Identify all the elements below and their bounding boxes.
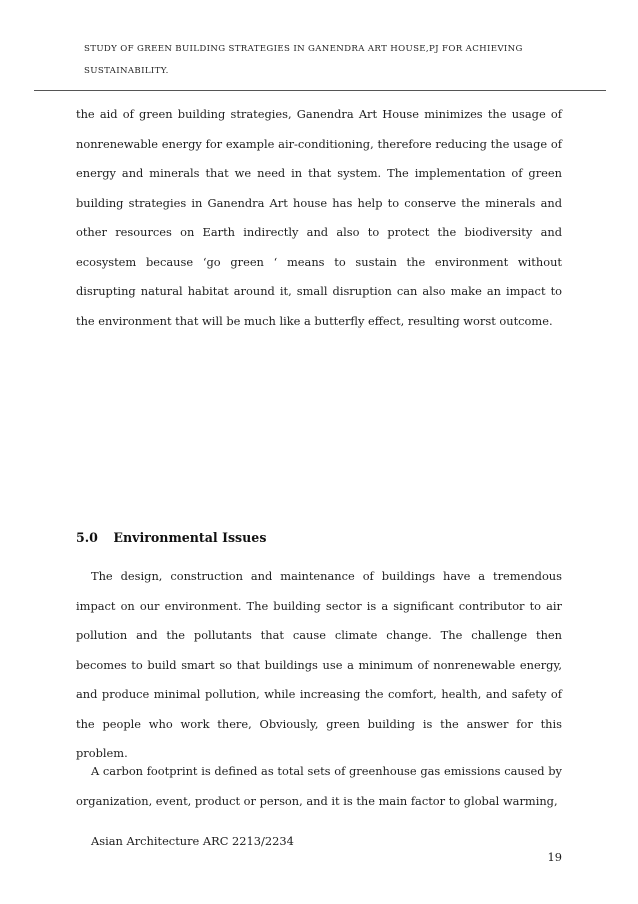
page-number: 19 — [547, 850, 562, 864]
section-number: 5.0 — [76, 530, 98, 545]
section-heading — [76, 530, 266, 545]
body-paragraph-3: A carbon footprint is defined as total sets of greenhouse gas emissions caused by organization, event, product or person, and it is the main factor to global warming, — [76, 764, 562, 808]
body-paragraph-1: the aid of green building strategies, Ganendra Art House minimizes the usage of nonrenewable energy for example air-conditioning, therefore reducing the usage of energy and minerals that we need in that system. The implementation of green building strategies in Ganendra Art house has help to conserve the minerals and other resources on Earth indirectly and also to protect the biodiversity and ecosystem because ‘go green ‘ means to sustain the environment without disrupting natural habitat around it, small disruption can also make an impact to the environment that will be much like a butterfly effect, resulting worst outcome. — [76, 107, 562, 328]
header-divider — [34, 90, 606, 91]
header-line-2: SUSTAINABILITY. — [84, 66, 169, 76]
footer-course: Asian Architecture ARC 2213/2234 — [91, 834, 294, 848]
running-header — [84, 38, 554, 82]
section-title: Environmental Issues — [113, 530, 267, 545]
body-paragraph-2: The design, construction and maintenance of buildings have a tremendous impact on our environment. The building sector is a significant contributor to air pollution and the pollutants that cause climate change. The challenge then becomes to build smart so that buildings use a minimum of nonrenewable energy, and produce minimal pollution, while increasing the comfort, health, and safety of the people who work there, Obviously, green building is the answer for this problem. — [76, 569, 562, 760]
header-line-1: STUDY OF GREEN BUILDING STRATEGIES IN GANENDRA ART HOUSE,PJ FOR ACHIEVING — [84, 44, 523, 54]
